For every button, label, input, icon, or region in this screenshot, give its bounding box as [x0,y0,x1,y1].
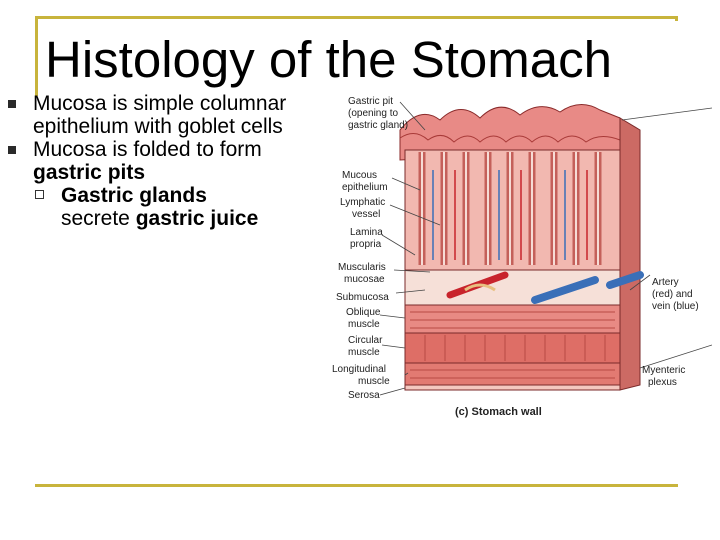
bullet-list [8,92,290,230]
bullet-item-1 [8,92,290,138]
bullet-text-2-pre: Mucosa is folded to form [33,138,262,161]
sub-bullet-bold-1: Gastric glands [61,184,207,207]
label-oblique-2: muscle [348,319,380,330]
hollow-square-bullet-icon [35,190,44,199]
frame-right-tick [675,16,678,21]
square-bullet-icon [8,100,16,108]
gastric-pits-layer [405,150,620,270]
label-artery-2: (red) and [652,289,693,300]
label-lamina-2: propria [350,239,382,250]
bullet-text-1: Mucosa is simple columnar epithelium with goblet cells [33,92,287,138]
label-oblique: Oblique [346,307,381,318]
right-side-face [620,118,640,390]
sub-bullet-line-2 [61,207,258,230]
label-circular: Circular [348,335,383,346]
sub-bullet-bold-2: gastric juice [135,207,259,230]
slide-title: Histology of the Stomach [45,31,612,88]
label-lamina: Lamina [350,227,383,238]
bullet-text-2-bold: gastric pits [33,161,146,184]
square-bullet-icon [8,146,16,154]
label-artery-3: vein (blue) [652,301,699,312]
label-mucous: Mucous [342,170,378,181]
label-muscularis: Muscularis [338,262,386,273]
submucosa-layer [405,270,640,305]
label-myenteric-2: plexus [648,377,677,388]
label-gastric-pit-3: gastric gland) [348,120,409,131]
label-myenteric: Myenteric [642,365,686,376]
bullet-item-2 [8,138,290,184]
label-lymph-2: vessel [352,209,381,220]
label-longitudinal: Longitudinal [332,364,386,375]
sub-bullet-pre: secrete [61,207,136,230]
label-serosa: Serosa [348,390,380,401]
frame-top-rule [35,16,678,19]
frame-bottom-rule [35,484,678,487]
label-gastric-pit-2: (opening to [348,108,399,119]
figure-caption: (c) Stomach wall [455,406,542,418]
label-circular-2: muscle [348,347,380,358]
stomach-wall-diagram [330,90,712,420]
muscle-layers [405,305,620,390]
label-gastric-pit: Gastric pit [348,96,394,107]
sub-bullet-item [8,184,290,230]
frame-left-rule [35,16,38,96]
label-submucosa: Submucosa [336,292,389,303]
label-artery: Artery [652,277,679,288]
label-muscularis-2: mucosae [344,274,385,285]
label-lymph: Lymphatic [340,197,386,208]
label-longitudinal-2: muscle [358,376,390,387]
label-mucous-2: epithelium [342,182,388,193]
